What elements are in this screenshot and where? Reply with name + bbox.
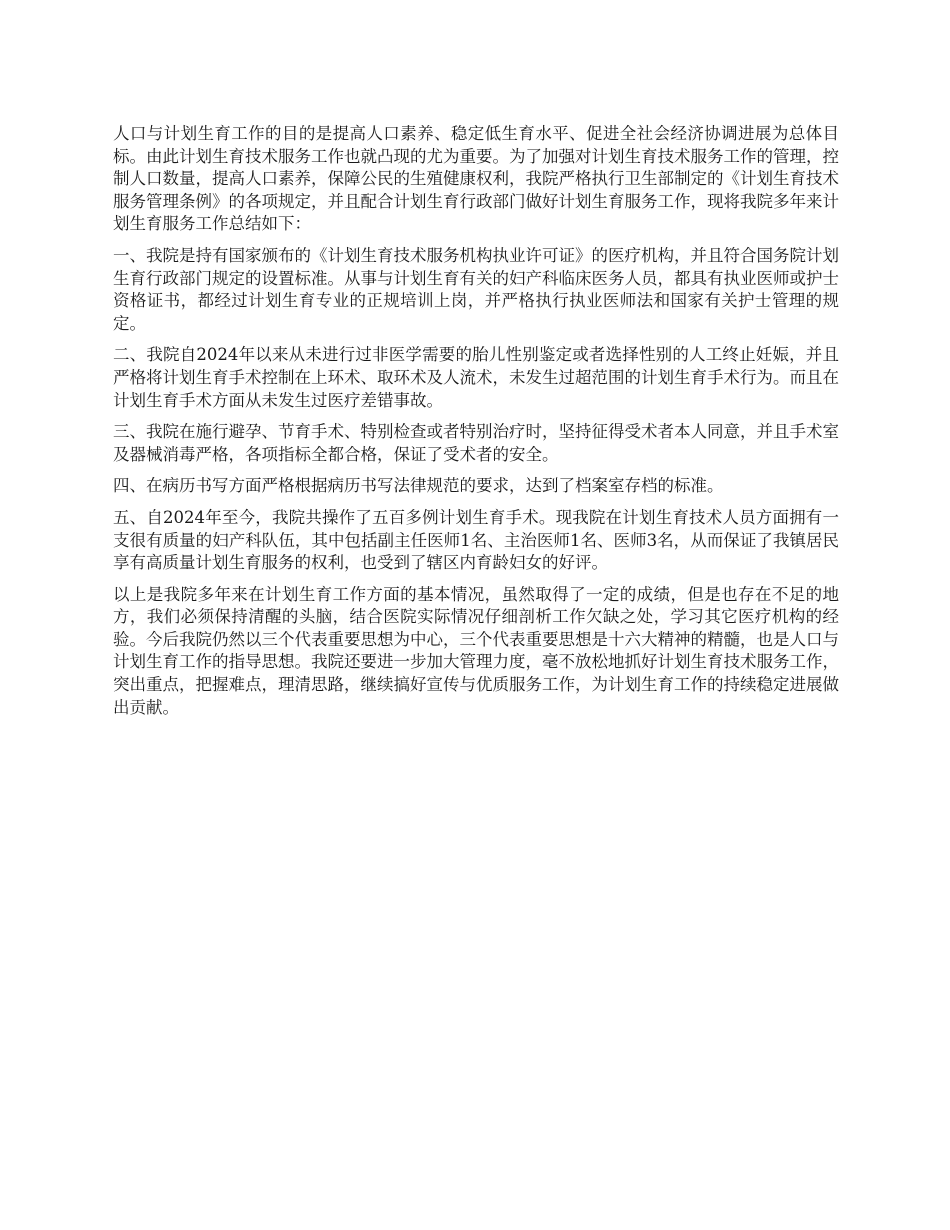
conclusion-paragraph: 以上是我院多年来在计划生育工作方面的基本情况，虽然取得了一定的成绩，但是也存在不足的地方，我们必须保持清醒的头脑，结合医院实际情况仔细剖析工作欠缺之处，学习其它医疗机构的经验。今后我院仍然以三个代表重要思想为中心，三个代表重要思想是十六大精神的精髓，也是人口与计划生育工作的指导思想。我院还要进一步加大管理力度，毫不放松地抓好计划生育技术服务工作，突出重点，把握难点，理清思路，继续搞好宣传与优质服务工作，为计划生育工作的持续稳定进展做出贡献。 (113, 584, 839, 717)
paragraph-surgery-staff: 五、自2024年至今，我院共操作了五百多例计划生育手术。现我院在计划生育技术人员方面拥有一支很有质量的妇产科队伍，其中包括副主任医师1名、主治医师1名、医师3名，从而保证了我镇居民享有高质量计划生育服务的权利，也受到了辖区内育龄妇女的好评。 (113, 507, 839, 573)
paragraph-consent-safety: 三、我院在施行避孕、节育手术、特别检查或者特别治疗时，坚持征得受术者本人同意，并且手术室及器械消毒严格，各项指标全都合格，保证了受术者的安全。 (113, 422, 839, 464)
paragraph-medical-records: 四、在病历书写方面严格根据病历书写法律规范的要求，达到了档案室存档的标准。 (113, 476, 724, 496)
paragraph-qualification: 一、我院是持有国家颁布的《计划生育技术服务机构执业许可证》的医疗机构，并且符合国务院计划生育行政部门规定的设置标准。从事与计划生育有关的妇产科临床医务人员，都具有执业医师或护士资格证书，都经过计划生育专业的正规培训上岗，并严格执行执业医师法和国家有关护士管理的规定。 (113, 245, 839, 333)
paragraph-no-sex-selection: 二、我院自2024年以来从未进行过非医学需要的胎儿性别鉴定或者选择性别的人工终止妊娠，并且严格将计划生育手术控制在上环术、取环术及人流术，未发生过超范围的计划生育手术行为。而且在计划生育手术方面从未发生过医疗差错事故。 (113, 345, 839, 410)
document-body (113, 123, 839, 728)
intro-paragraph: 人口与计划生育工作的目的是提高人口素养、稳定低生育水平、促进全社会经济协调进展为总体目标。由此计划生育技术服务工作也就凸现的尤为重要。为了加强对计划生育技术服务工作的管理，控制人口数量，提高人口素养，保障公民的生殖健康权利，我院严格执行卫生部制定的《计划生育技术服务管理条例》的各项规定，并且配合计划生育行政部门做好计划生育服务工作，现将我院多年来计划生育服务工作总结如下： (113, 124, 839, 234)
